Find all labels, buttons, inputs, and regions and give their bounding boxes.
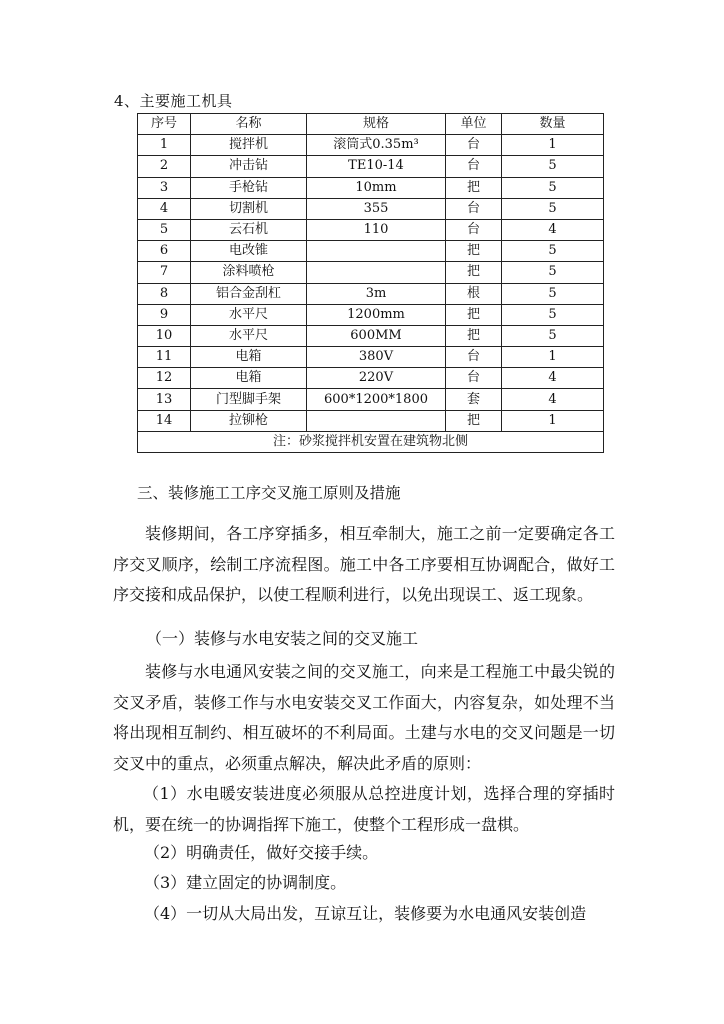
table-row	[138, 156, 604, 177]
table-cell: 搅拌机	[191, 135, 307, 156]
table-cell: 12	[138, 368, 191, 389]
header-cell: 序号	[138, 114, 191, 135]
table-row	[138, 198, 604, 219]
header-cell: 数量	[502, 114, 604, 135]
table-note-row	[138, 431, 604, 452]
table-cell: 3m	[307, 283, 446, 304]
table-row	[138, 177, 604, 198]
table-row	[138, 219, 604, 240]
table-cell: 台	[446, 347, 502, 368]
table-cell: 切割机	[191, 198, 307, 219]
table-row	[138, 347, 604, 368]
table-cell: 6	[138, 241, 191, 262]
table-cell: 台	[446, 198, 502, 219]
table-cell: 1	[502, 135, 604, 156]
table-cell: 10	[138, 325, 191, 346]
subsection-title: （一）装修与水电安装之间的交叉施工	[146, 629, 419, 648]
table-row	[138, 135, 604, 156]
table-cell: 涂料喷枪	[191, 262, 307, 283]
table-row	[138, 389, 604, 410]
table-row	[138, 410, 604, 431]
table-row	[138, 283, 604, 304]
table-cell: 5	[502, 304, 604, 325]
table-cell: 5	[502, 156, 604, 177]
header-cell: 单位	[446, 114, 502, 135]
table-cell: 台	[446, 219, 502, 240]
table-cell: 110	[307, 219, 446, 240]
table-cell: 把	[446, 177, 502, 198]
table-cell: 把	[446, 262, 502, 283]
table-cell: 5	[138, 219, 191, 240]
table-cell: 把	[446, 304, 502, 325]
list-item: （1）水电暖安装进度必须服从总控进度计划，选择合理的穿插时机，要在统一的协调指挥下施工，使整个工程形成一盘棋。	[113, 784, 615, 834]
table-cell: 台	[446, 156, 502, 177]
table-cell: 台	[446, 368, 502, 389]
table-cell: 水平尺	[191, 304, 307, 325]
table-cell: 云石机	[191, 219, 307, 240]
table-cell	[307, 410, 446, 431]
table-cell: 1	[502, 410, 604, 431]
table-cell: 4	[138, 198, 191, 219]
table-cell: 355	[307, 198, 446, 219]
table-cell: 13	[138, 389, 191, 410]
table-cell: 把	[446, 241, 502, 262]
section-title: 三、装修施工工序交叉施工原则及措施	[137, 484, 401, 502]
table-cell: 2	[138, 156, 191, 177]
table-cell: 600MM	[307, 325, 446, 346]
table-cell: 10mm	[307, 177, 446, 198]
table-cell: 水平尺	[191, 325, 307, 346]
table-cell: 根	[446, 283, 502, 304]
table-cell: 4	[502, 219, 604, 240]
table-cell: 5	[502, 241, 604, 262]
table-row	[138, 241, 604, 262]
table-cell: 5	[502, 262, 604, 283]
table-cell: 8	[138, 283, 191, 304]
table-cell: 3	[138, 177, 191, 198]
list-item: （4）一切从大局出发，互谅互让，装修要为水电通风安装创造	[144, 904, 587, 923]
header-cell: 规格	[307, 114, 446, 135]
table-row	[138, 304, 604, 325]
table-cell: 滚筒式0.35m³	[307, 135, 446, 156]
table-cell: 门型脚手架	[191, 389, 307, 410]
paragraph: 装修期间，各工序穿插多，相互牵制大，施工之前一定要确定各工序交叉顺序，绘制工序流程图。施工中各工序要相互协调配合，做好工序交接和成品保护，以使工程顺利进行，以免出现误工、返工现象。	[113, 524, 615, 604]
table-cell: 冲击钻	[191, 156, 307, 177]
table-cell: 380V	[307, 347, 446, 368]
paragraph: 装修与水电通风安装之间的交叉施工，向来是工程施工中最尖锐的交叉矛盾，装修工作与水电安装交叉工作面大，内容复杂，如处理不当将出现相互制约、相互破坏的不利局面。土建与水电的交叉问题是一切交叉中的重点，必须重点解决，解决此矛盾的原则：	[113, 662, 615, 773]
table-cell: 9	[138, 304, 191, 325]
table-cell: 1	[502, 347, 604, 368]
table-note: 注：砂浆搅拌机安置在建筑物北侧	[138, 431, 604, 452]
table-cell: 套	[446, 389, 502, 410]
table-cell: 5	[502, 325, 604, 346]
table-cell: 4	[502, 389, 604, 410]
table-cell: 1	[138, 135, 191, 156]
section-heading-tools: 4、主要施工机具	[114, 92, 233, 110]
table-cell: 拉铆枪	[191, 410, 307, 431]
table-cell: 1200mm	[307, 304, 446, 325]
table-cell: 电箱	[191, 347, 307, 368]
table-cell: 台	[446, 135, 502, 156]
table-cell: 14	[138, 410, 191, 431]
table-cell: 电箱	[191, 368, 307, 389]
table-cell: 5	[502, 283, 604, 304]
table-cell: 5	[502, 198, 604, 219]
table-cell: TE10-14	[307, 156, 446, 177]
table-cell	[307, 262, 446, 283]
header-cell: 名称	[191, 114, 307, 135]
table-cell: 5	[502, 177, 604, 198]
list-item: （3）建立固定的协调制度。	[144, 873, 347, 892]
table-header-row	[138, 114, 604, 135]
table-cell: 把	[446, 410, 502, 431]
table-cell: 手枪钻	[191, 177, 307, 198]
table-cell: 把	[446, 325, 502, 346]
table-cell: 电改锥	[191, 241, 307, 262]
table-cell: 铝合金刮杠	[191, 283, 307, 304]
table-cell: 11	[138, 347, 191, 368]
table-cell	[307, 241, 446, 262]
table-row	[138, 262, 604, 283]
table-row	[138, 368, 604, 389]
table-cell: 600*1200*1800	[307, 389, 446, 410]
list-item: （2）明确责任，做好交接手续。	[144, 843, 379, 862]
table-cell: 220V	[307, 368, 446, 389]
table-cell: 7	[138, 262, 191, 283]
table-row	[138, 325, 604, 346]
tools-table	[137, 113, 604, 453]
table-cell: 4	[502, 368, 604, 389]
